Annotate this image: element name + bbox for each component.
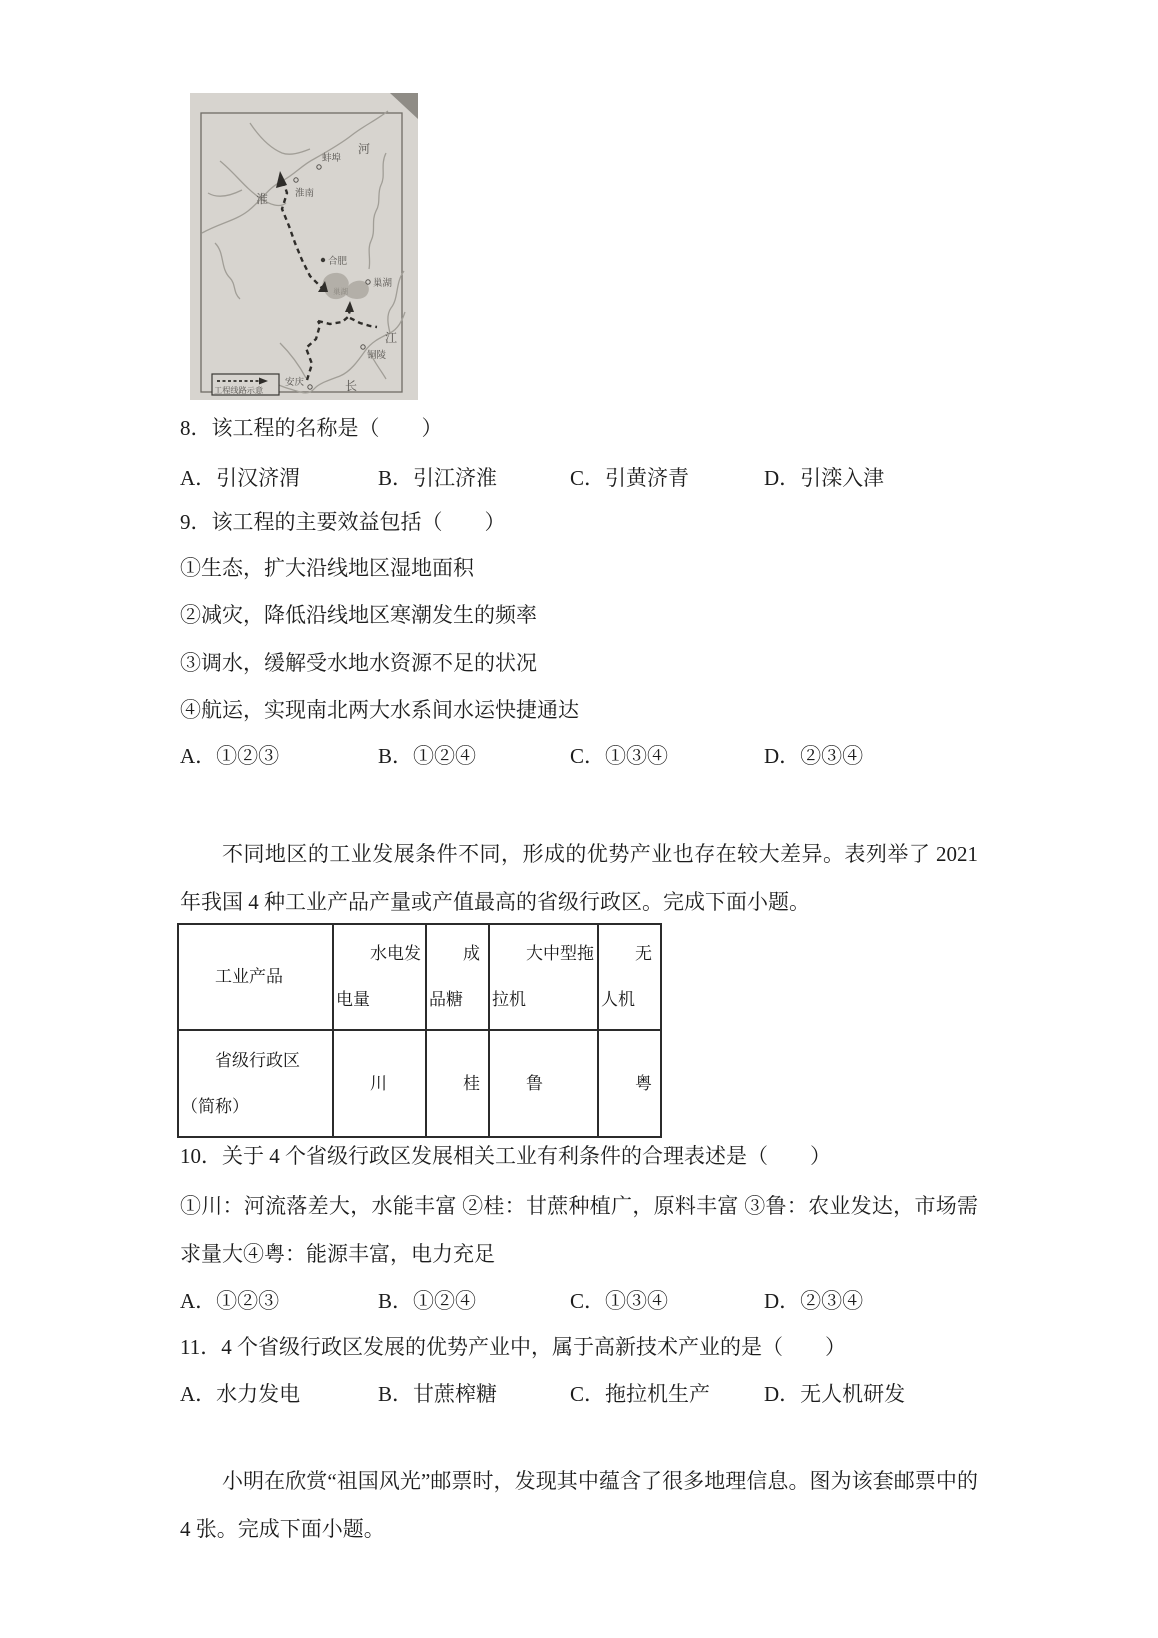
q11-stem: 11．4 个省级行政区发展的优势产业中，属于高新技术产业的是（ ）: [180, 1335, 846, 1359]
map-label-he: 河: [358, 142, 371, 156]
map-label-bengbu: 蚌埠: [322, 154, 342, 164]
q9-stem: 9．该工程的主要效益包括（ ）: [180, 510, 506, 534]
route-map-svg: [190, 93, 418, 400]
table-cell-drone: 无人机: [598, 924, 661, 1030]
legend-label: 工程线路示意: [214, 386, 264, 395]
industry-table: [177, 923, 662, 1138]
table-row-regions: [178, 1030, 661, 1137]
table-cell-chuan: 川: [333, 1030, 426, 1137]
q9-option-b: B．①②④: [378, 744, 477, 768]
map-label-jiang: 江: [385, 331, 398, 345]
route-map-figure: [190, 93, 418, 400]
table-cell-yue: 粤: [598, 1030, 661, 1137]
q8-option-a: A．引汉济渭: [180, 466, 301, 490]
city-dot-hefei: [321, 258, 325, 262]
q9-option-c: C．①③④: [570, 744, 669, 768]
q10-option-a: A．①②③: [180, 1289, 280, 1313]
legend-box: [212, 374, 279, 395]
table-row-products: [178, 924, 661, 1030]
q9-option-d: D．②③④: [764, 744, 864, 768]
table-cell-tractor: 大中型拖拉机: [489, 924, 598, 1030]
q10-option-c: C．①③④: [570, 1289, 669, 1313]
q9-options: [180, 742, 1060, 770]
table-cell-region-header: 省级行政区（简称）: [178, 1030, 333, 1137]
table-cell-lu: 鲁: [489, 1030, 598, 1137]
q8-option-c: C．引黄济青: [570, 466, 690, 490]
q11-option-b: B．甘蔗榨糖: [378, 1382, 498, 1406]
table-cell-hydropower: 水电发电量: [333, 924, 426, 1030]
map-label-tongling: 铜陵: [367, 351, 387, 361]
q8-options: [180, 464, 1060, 492]
q11-option-a: A．水力发电: [180, 1382, 301, 1406]
q9-item-3: ③调水，缓解受水地水资源不足的状况: [180, 651, 537, 675]
industry-passage: 不同地区的工业发展条件不同，形成的优势产业也存在较大差异。表列举了 2021年我国 4 种工业产品产量或产值最高的省级行政区。完成下面小题。: [180, 842, 978, 914]
q10-body: ①川：河流落差大，水能丰富 ②桂：甘蔗种植广，原料丰富 ③鲁：农业发达，市场需求量大④粤：能源丰富，电力充足: [180, 1194, 978, 1266]
map-label-hefei: 合肥: [328, 257, 348, 267]
map-label-chaohu-lake: 巢湖: [333, 287, 348, 296]
q11-options: [180, 1380, 1060, 1408]
q11-option-c: C．拖拉机生产: [570, 1382, 711, 1406]
table-cell-sugar: 成品糖: [426, 924, 489, 1030]
map-label-chang: 长: [345, 379, 358, 393]
table-cell-product-header: 工业产品: [178, 924, 333, 1030]
map-label-huai: 淮: [256, 192, 269, 206]
q11-option-d: D．无人机研发: [764, 1382, 906, 1406]
q10-options: [180, 1287, 1060, 1315]
q9-item-2: ②减灾，降低沿线地区寒潮发生的频率: [180, 603, 537, 627]
map-label-huainan: 淮南: [295, 189, 315, 199]
q8-option-b: B．引江济淮: [378, 466, 498, 490]
map-label-chaohu-city: 巢湖: [373, 279, 393, 289]
q9-item-4: ④航运，实现南北两大水系间水运快捷通达: [180, 698, 579, 722]
stamps-passage: 小明在欣赏“祖国风光”邮票时，发现其中蕴含了很多地理信息。图为该套邮票中的 4 张。完成下面小题。: [180, 1469, 978, 1541]
q10-option-b: B．①②④: [378, 1289, 477, 1313]
q8-stem: 8．该工程的名称是（ ）: [180, 416, 443, 440]
q10-stem: 10．关于 4 个省级行政区发展相关工业有利条件的合理表述是（ ）: [180, 1144, 831, 1168]
q10-option-d: D．②③④: [764, 1289, 864, 1313]
q9-item-1: ①生态，扩大沿线地区湿地面积: [180, 556, 474, 580]
q8-option-d: D．引滦入津: [764, 466, 885, 490]
map-label-anqing: 安庆: [285, 378, 305, 388]
table-cell-gui: 桂: [426, 1030, 489, 1137]
q9-option-a: A．①②③: [180, 744, 280, 768]
